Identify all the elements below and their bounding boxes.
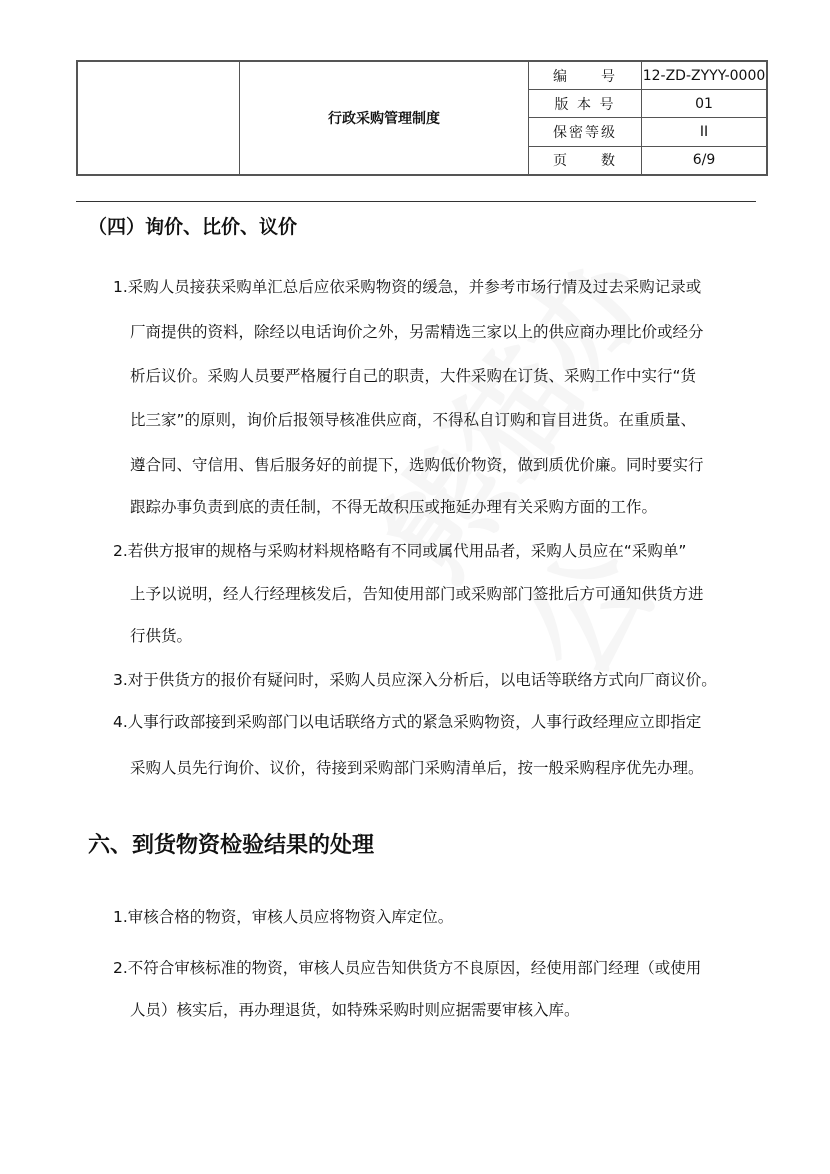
paragraph-line: 行供货。 <box>130 627 193 645</box>
logo-cell <box>77 61 240 175</box>
paragraph-line: 3.对于供货方的报价有疑问时，采购人员应深入分析后，以电话等联络方式向厂商议价。 <box>113 671 717 689</box>
header-value: 6/9 <box>642 146 768 175</box>
header-label: 版 本 号 <box>529 90 642 118</box>
header-value: II <box>642 118 768 146</box>
document-title: 行政采购管理制度 <box>240 61 529 175</box>
paragraph-line: 采购人员先行询价、议价，待接到采购部门采购清单后，按一般采购程序优先办理。 <box>130 759 704 777</box>
section-heading: 六、到货物资检验结果的处理 <box>88 833 375 858</box>
paragraph-line: 2.不符合审核标准的物资，审核人员应告知供货方不良原因，经使用部门经理（或使用 <box>113 959 702 977</box>
paragraph-line: 跟踪办事负责到底的责任制，不得无故积压或拖延办理有关采购方面的工作。 <box>130 498 658 516</box>
paragraph-line: 析后议价。采购人员要严格履行自己的职责，大件采购在订货、采购工作中实行“货 <box>130 367 697 385</box>
header-value: 01 <box>642 90 768 118</box>
header-label: 编 号 <box>529 61 642 90</box>
header-value: 12-ZD-ZYYY-0000 <box>642 61 768 90</box>
paragraph-line: 2.若供方报审的规格与采购材料规格略有不同或属代用品者，采购人员应在“采购单” <box>113 542 687 560</box>
paragraph-line: 比三家”的原则，询价后报领导核准供应商，不得私自订购和盲目进货。在重质量、 <box>130 411 697 429</box>
header-label: 保密等级 <box>529 118 642 146</box>
paragraph-line: 人员）核实后，再办理退货，如特殊采购时则应据需要审核入库。 <box>130 1001 580 1019</box>
paragraph-line: 上予以说明，经人行经理核发后，告知使用部门或采购部门签批后方可通知供货方进 <box>130 585 704 603</box>
paragraph-line: 厂商提供的资料，除经以电话询价之外，另需精选三家以上的供应商办理比价或经分 <box>130 323 704 341</box>
paragraph-line: 1.审核合格的物资，审核人员应将物资入库定位。 <box>113 908 454 926</box>
paragraph-line: 遵合同、守信用、售后服务好的前提下，选购低价物资，做到质优价廉。同时要实行 <box>130 456 704 474</box>
paragraph-line: 4.人事行政部接到采购部门以电话联络方式的紧急采购物资，人事行政经理应立即指定 <box>113 713 702 731</box>
header-label: 页 数 <box>529 146 642 175</box>
section-heading: （四）询价、比价、议价 <box>88 216 298 238</box>
header-table <box>76 60 768 176</box>
paragraph-line: 1.采购人员接获采购单汇总后应依采购物资的缓急，并参考市场行情及过去采购记录或 <box>113 278 702 296</box>
